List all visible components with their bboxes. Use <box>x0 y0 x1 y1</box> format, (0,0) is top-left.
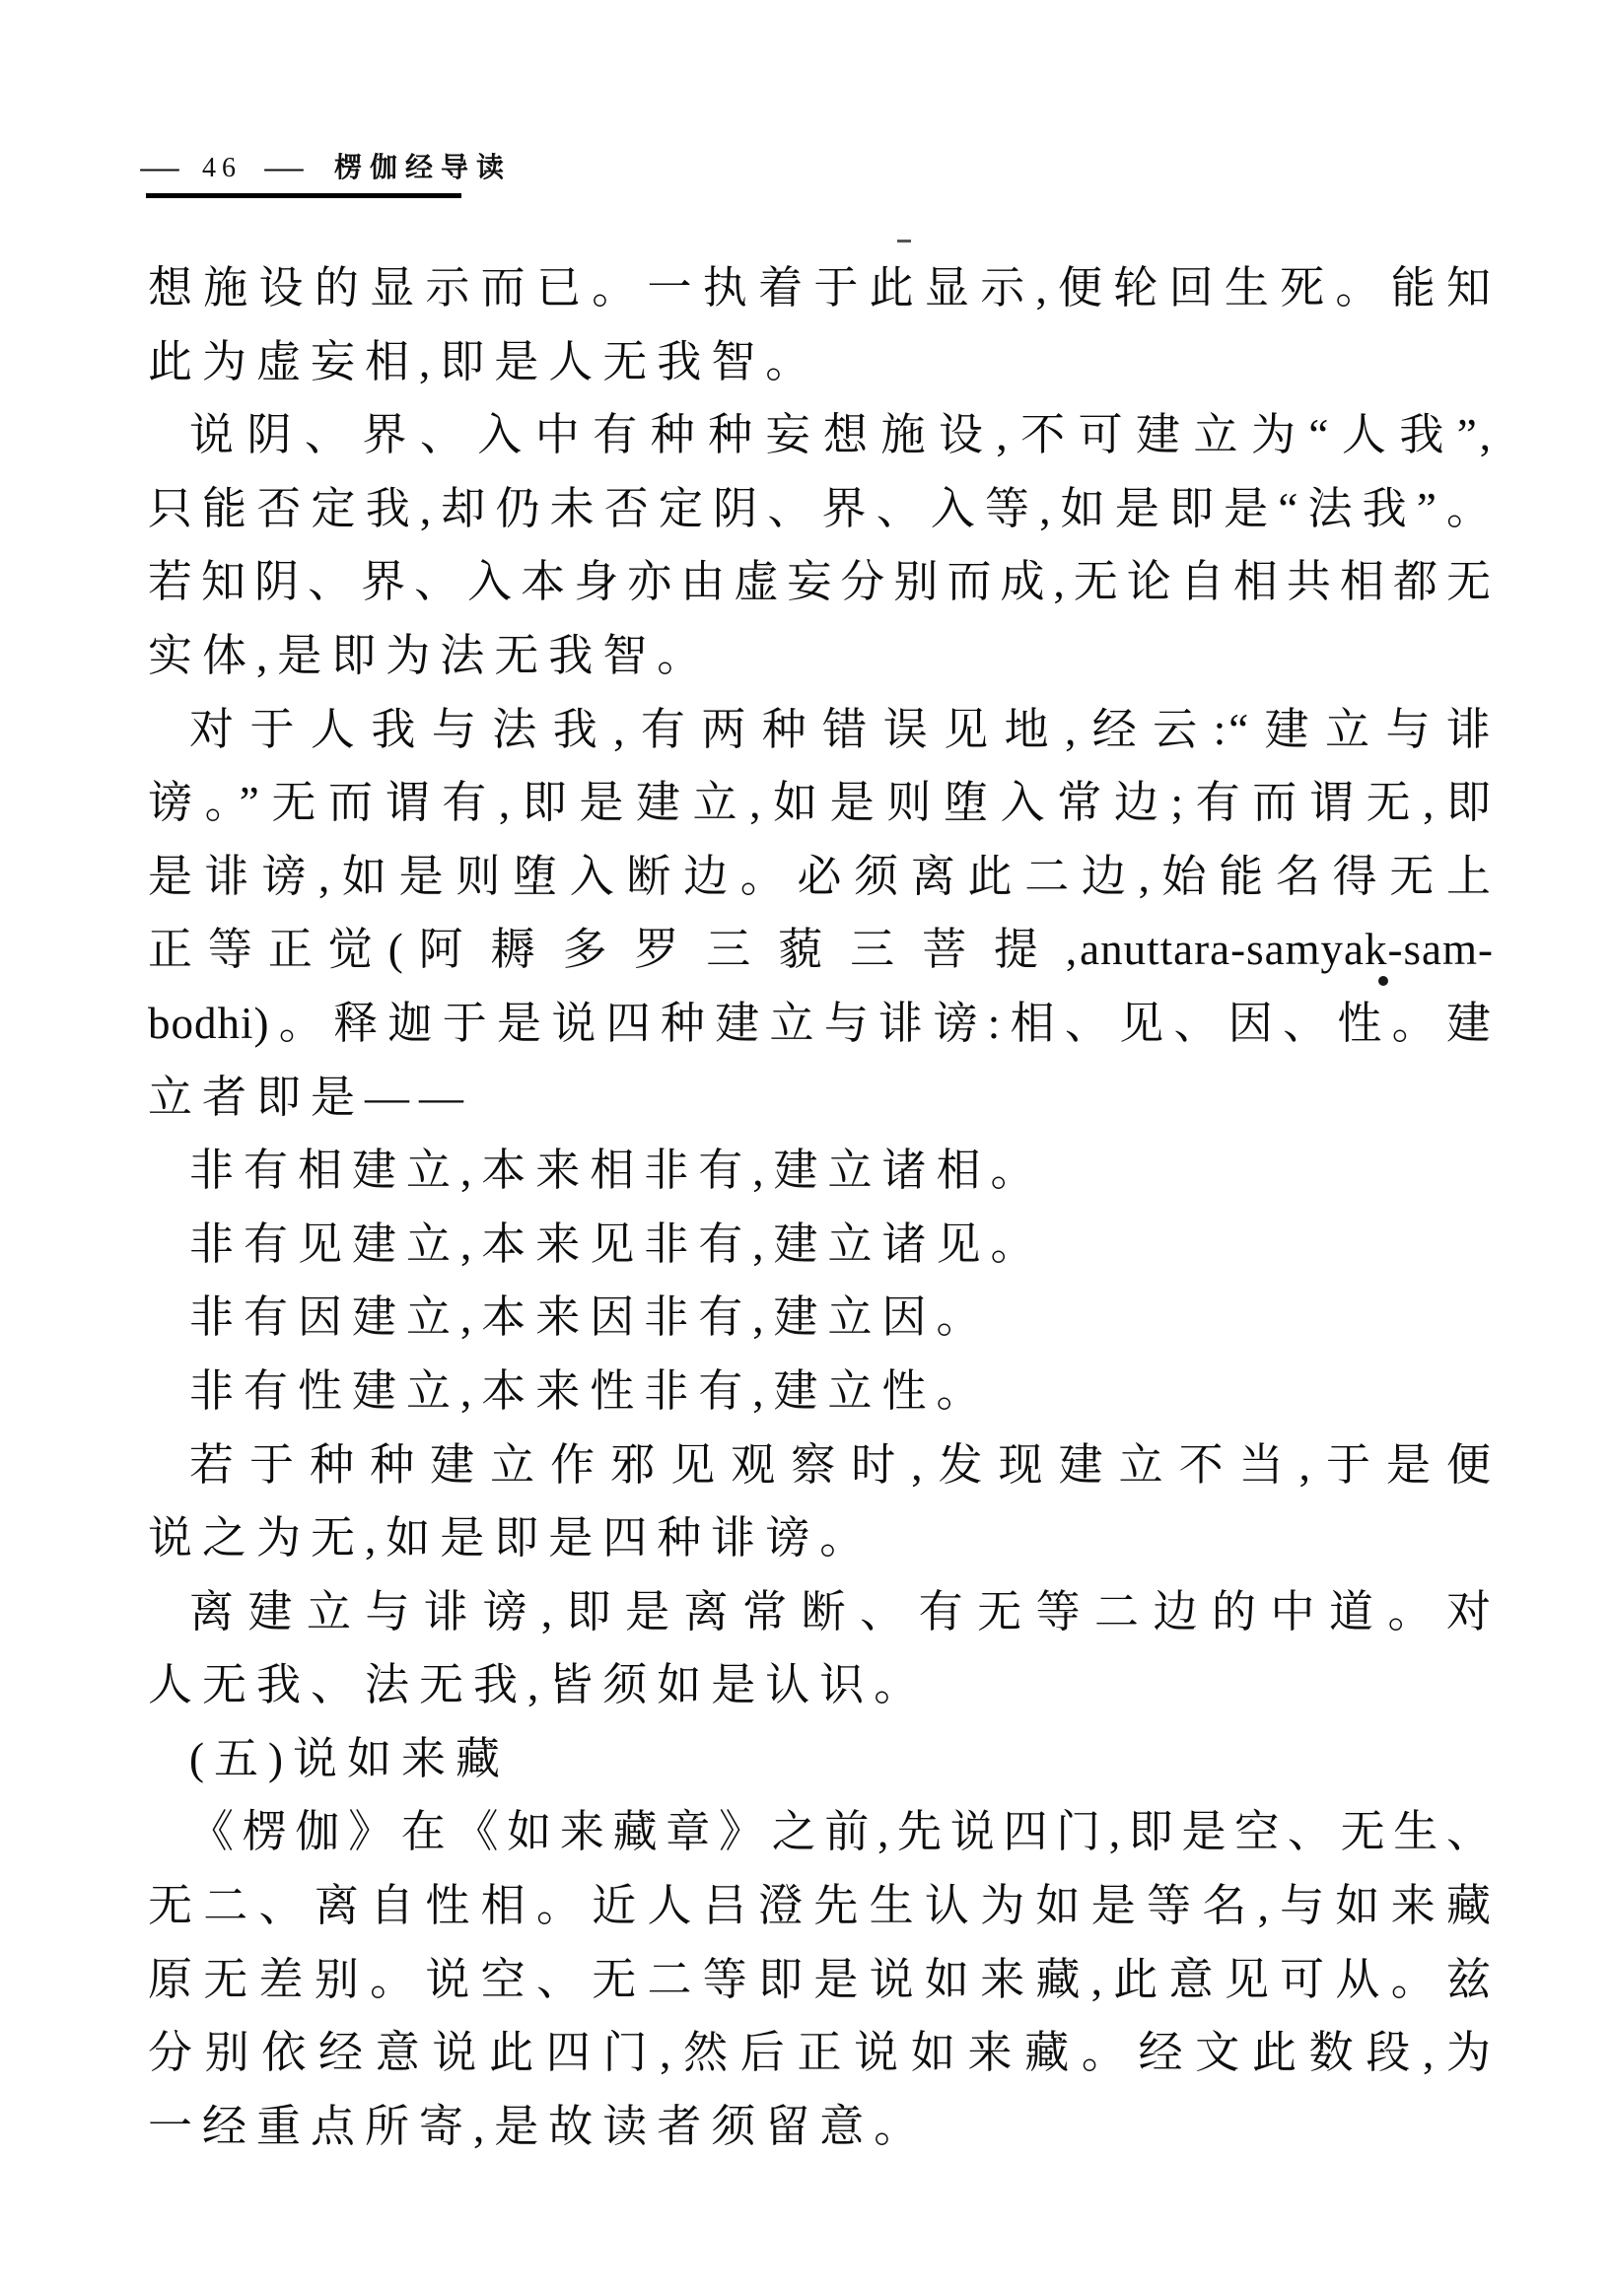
book-title: 楞伽经导读 <box>334 153 513 183</box>
body-text <box>148 251 1494 2163</box>
text-segment: )。释迦于是说四种建立与诽谤:相、见、因、性。建 <box>253 998 1494 1048</box>
text-line: 非有见建立,本来见非有,建立诸见。 <box>189 1218 1045 1269</box>
ink-speck <box>1378 976 1388 986</box>
text-line: 原无差别。说空、无二等即是说如来藏,此意见可从。兹 <box>148 1954 1494 2004</box>
text-line: 无二、离自性相。近人吕澄先生认为如是等名,与如来藏 <box>148 1881 1494 1931</box>
text-line: 人无我、法无我,皆须如是认识。 <box>148 1660 929 1710</box>
text-line <box>148 913 1494 987</box>
sanskrit-romanized: bodhi <box>148 998 254 1048</box>
header-dash-right: — <box>264 153 304 183</box>
text-line: 非有因建立,本来因非有,建立因。 <box>189 1292 991 1343</box>
header-dash-left: — <box>140 153 179 183</box>
kai-style-text: 阿耨多罗三藐三菩提 <box>405 925 1066 975</box>
text-line <box>148 987 1494 1061</box>
text-line: 一经重点所寄,是故读者须留意。 <box>148 2101 929 2151</box>
text-line: 对于人我与法我,有两种错误见地,经云:“建立与诽 <box>189 704 1494 754</box>
text-line: 分别依经意说此四门,然后正说如来藏。经文此数段,为 <box>148 2028 1494 2078</box>
text-line: 立者即是—— <box>148 1072 474 1122</box>
text-line: 想施设的显示而已。一执着于此显示,便轮回生死。能知 <box>148 263 1494 313</box>
text-line: 实体,是即为法无我智。 <box>148 630 712 680</box>
text-segment: , <box>1065 925 1081 975</box>
sanskrit-romanized: anuttara-samyak-sam- <box>1080 925 1494 975</box>
text-line: 谤。”无而谓有,即是建立,如是则堕入常边;有而谓无,即 <box>148 778 1494 828</box>
text-line: 说之为无,如是即是四种诽谤。 <box>148 1513 875 1564</box>
ink-speck <box>897 240 911 243</box>
header-rule <box>146 193 461 198</box>
text-line: 此为虚妄相,即是人无我智。 <box>148 336 820 386</box>
text-line: 《楞伽》在《如来藏章》之前,先说四门,即是空、无生、 <box>189 1807 1494 1857</box>
text-line: 非有相建立,本来相非有,建立诸相。 <box>189 1146 1045 1196</box>
text-line: 若知阴、界、入本身亦由虚妄分别而成,无论自相共相都无 <box>148 557 1494 607</box>
text-line: 非有性建立,本来性非有,建立性。 <box>189 1365 991 1416</box>
text-line: 离建立与诽谤,即是离常断、有无等二边的中道。对 <box>189 1586 1494 1636</box>
text-line: 只能否定我,却仍未否定阴、界、入等,如是即是“法我”。 <box>148 483 1494 533</box>
text-line: 说阴、界、入中有种种妄想施设,不可建立为“人我”, <box>189 410 1494 460</box>
text-line: 若于种种建立作邪见观察时,发现建立不当,于是便 <box>189 1439 1494 1490</box>
page-header <box>140 146 513 185</box>
text-line: 是诽谤,如是则堕入断边。必须离此二边,始能名得无上 <box>148 851 1494 901</box>
text-line: (五)说如来藏 <box>189 1733 510 1783</box>
page-number: 46 <box>202 153 242 183</box>
text-segment: 正等正觉( <box>148 925 406 975</box>
